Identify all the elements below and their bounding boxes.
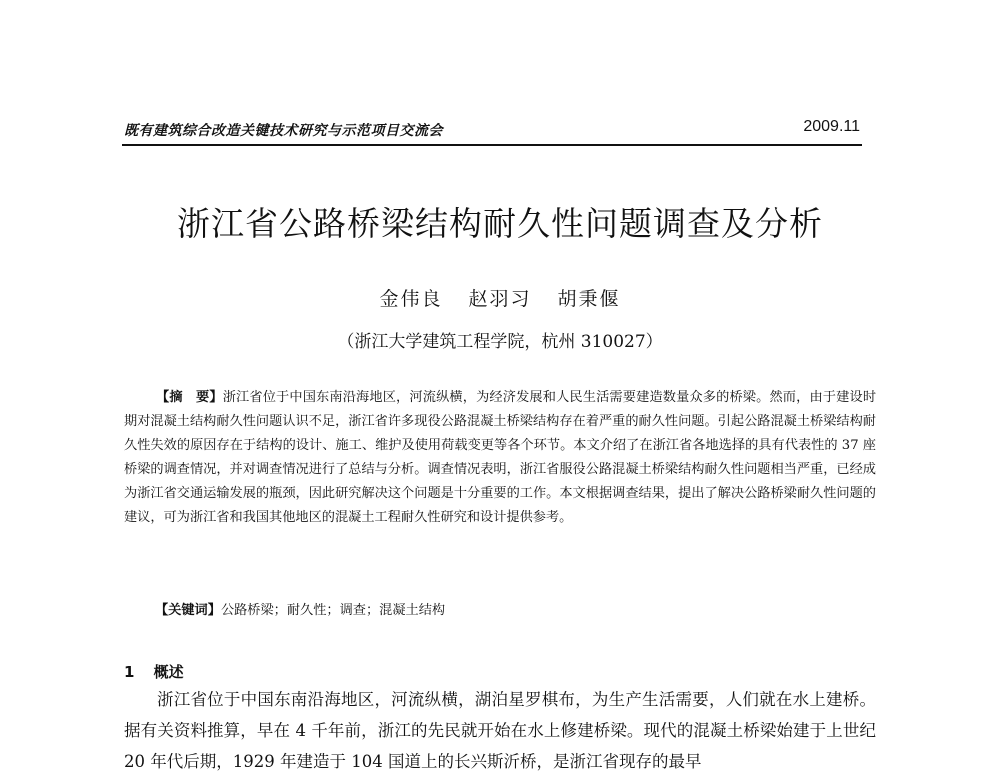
section-body-text: 浙江省位于中国东南沿海地区，河流纵横，湖泊星罗棋布，为生产生活需要，人们就在水上建桥。据有关资料推算，早在 4 千年前，浙江的先民就开始在水上修建桥梁。现代的混凝土桥梁始建于上世纪 20 年代后期，1929 年建造于 104 国道上的长兴斯沂桥，是浙江省现存的最早 [124, 690, 876, 771]
paper-authors: 金伟良 赵羽习 胡秉偃 [379, 288, 621, 310]
section-heading: 1 概述 [124, 663, 184, 681]
conference-name: 既有建筑综合改造关键技术研究与示范项目交流会 [124, 123, 443, 139]
paper-title: 浙江省公路桥梁结构耐久性问题调查及分析 [177, 204, 823, 243]
keywords [155, 599, 445, 618]
running-header [122, 118, 862, 146]
header-date: 2009.11 [803, 118, 860, 135]
author-affiliation: （浙江大学建筑工程学院，杭州 310027） [337, 332, 663, 352]
keywords-label: 【关键词】 [155, 603, 221, 618]
keywords-text: 公路桥梁；耐久性；调查；混凝土结构 [220, 603, 446, 618]
abstract [124, 386, 876, 530]
abstract-label: 【摘 要】 [156, 390, 223, 405]
abstract-text: 浙江省位于中国东南沿海地区，河流纵横，为经济发展和人民生活需要建造数量众多的桥梁。然而，由于建设时期对混凝土结构耐久性问题认识不足，浙江省许多现役公路混凝土桥梁结构存在着严重的耐久性问题。引起公路混凝土桥梁结构耐久性失效的原因存在于结构的设计、施工、维护及使用荷载变更等各个环节。本文介绍了在浙江省各地选择的具有代表性的 37 座桥梁的调查情况，并对调查情况进行了总结与分析。调查情况表明，浙江省服役公路混凝土桥梁结构耐久性问题相当严重，已经成为浙江省交通运输发展的瓶颈，因此研究解决这个问题是十分重要的工作。本文根据调查结果，提出了解决公路桥梁耐久性问题的建议，可为浙江省和我国其他地区的混凝土工程耐久性研究和设计提供参考。 [124, 390, 877, 525]
